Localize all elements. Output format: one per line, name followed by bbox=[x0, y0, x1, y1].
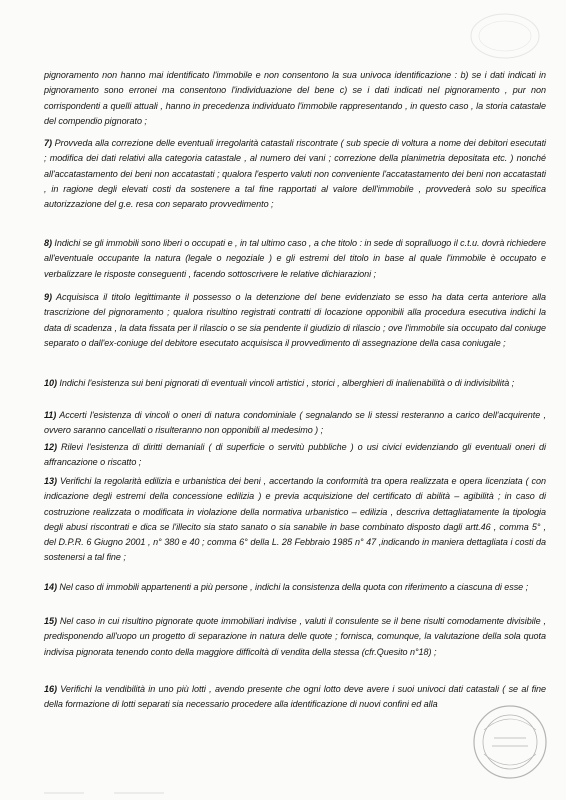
paragraph-text: Provveda alla correzione delle eventuali irregolarità catastali riscontrate ( sub specie di voltura a nome dei debitori esecutati ; modifica dei dati relativi alla categoria catastale , al numero dei vani ; correzione della planimetria depositata etc. ) nonché all'accatastamento dei beni non accatastati ; qualora l'esperto valuti non conveniente l'accatastamento dei beni non accatastati , in ragione degli elevati costi da sostenere a tal fine rapportati al valore dell'immobile , provvederà solo su specifica autorizzazione del g.e. resa con separato provvedimento ; bbox=[44, 138, 546, 210]
paragraph-text: Verifichi la regolarità edilizia e urbanistica dei beni , accertando la conformità tra opera realizzata e opera licenziata ( con indicazione degli estremi della concessione edilizia ) e previa acquisizione del certificato di abilità – agibilità ; in caso di costruzione realizzata o modificata in violazione della normativa urbanistico – edilizia , descriva dettagliatamente la tipologia degli abusi riscontrati e dica se l'illecito sia stato sanato o sia sanabile in base combinato disposto dagli artt.46 , comma 5° , del D.P.R. 6 Giugno 2001 , n° 380 e 40 ; comma 6° della L. 28 Febbraio 1985 n° 47 ,indicando in maniera dettagliata i costi da sostenersi a tal fine ; bbox=[44, 476, 546, 563]
paragraph-number: 7) bbox=[44, 138, 52, 148]
paragraph-8 bbox=[44, 236, 546, 282]
paragraph-number: 10) bbox=[44, 378, 57, 388]
paragraph-10 bbox=[44, 376, 546, 391]
paragraph-text: Indichi se gli immobili sono liberi o occupati e , in tal ultimo caso , a che titolo : in sede di sopralluogo il c.t.u. dovrà richiedere all'eventuale occupante la natura (legale o negoziale ) e gli estremi del titolo in base al quale l'immobile è occupato e verbalizzare le risposte conseguenti , facendo sottoscrivere le relative dichiarazioni ; bbox=[44, 238, 546, 279]
paragraph-text: Nel caso di immobili appartenenti a più persone , indichi la consistenza della quota con riferimento a ciascuna di esse ; bbox=[59, 582, 529, 592]
paragraph-15 bbox=[44, 614, 546, 660]
footer-scan-artifact bbox=[44, 790, 244, 796]
paragraph-number: 15) bbox=[44, 616, 57, 626]
official-seal-stamp bbox=[470, 702, 550, 782]
paragraph-number: 14) bbox=[44, 582, 57, 592]
paragraph-14 bbox=[44, 580, 546, 595]
paragraph-number: 8) bbox=[44, 238, 52, 248]
paragraph-number: 16) bbox=[44, 684, 57, 694]
paragraph-11 bbox=[44, 408, 546, 439]
paragraph-16 bbox=[44, 682, 546, 713]
paragraph-text: Nel caso in cui risultino pignorate quote immobiliari indivise , valuti il consulente se il bene risulti comodamente divisibile , predisponendo all'uopo un progetto di separazione in natura delle quote ; fornisca, comunque, la valutazione della sola quota indivisa pignorata tenendo conto della maggiore difficoltà di vendita della stessa (cfr.Quesito n°18) ; bbox=[44, 616, 546, 657]
paragraph-text: Verifichi la vendibilità in uno più lotti , avendo presente che ogni lotto deve avere i suoi univoci dati catastali ( se al fine della formazione di lotti separati sia necessario procedere alla identificazione di nuovi confini ed alla bbox=[44, 684, 546, 710]
paragraph-text: Indichi l'esistenza sui beni pignorati di eventuali vincoli artistici , storici , alberghieri di inalienabilità o di indivisibilità ; bbox=[59, 378, 515, 388]
paragraph-7 bbox=[44, 136, 546, 212]
paragraph-13 bbox=[44, 474, 546, 566]
paragraph-number: 11) bbox=[44, 410, 57, 420]
paragraph-number: 13) bbox=[44, 476, 57, 486]
faint-stamp-mark bbox=[455, 8, 545, 68]
paragraph-text: Acquisisca il titolo legittimante il possesso o la detenzione del bene evidenziato se esso ha data certa anteriore alla trascrizione del pignoramento ; qualora risultino registrati contratti di locazione opponibili alla procedura esecutiva indichi la data di scadenza , la data fissata per il rilascio o se sia pendente il giudizio di rilascio ; ove l'immobile sia occupato dal coniuge separato o dall'ex-coniuge del debitore esecutato acquisisca il provvedimento di assegnazione della casa coniugale ; bbox=[44, 292, 546, 348]
paragraph-12 bbox=[44, 440, 546, 471]
paragraph-number: 9) bbox=[44, 292, 52, 302]
paragraph-text: Accerti l'esistenza di vincoli o oneri di natura condominiale ( segnalando se li stessi resteranno a carico dell'acquirente , ovvero saranno cancellati o risulteranno non opponibili al medesimo ) ; bbox=[44, 410, 546, 436]
paragraph-text: pignoramento non hanno mai identificato l'immobile e non consentono la sua univoca identificazione : b) se i dati indicati in pignoramento sono erronei ma consentono l'individuazione del bene c) se i dati indicati nel pignoramento , pur non corrispondenti a quelli attuali , hanno in precedenza individuato l'immobile rappresentando , in questo caso , la storia catastale del compendio pignorato ; bbox=[44, 70, 546, 126]
paragraph-number: 12) bbox=[44, 442, 57, 452]
paragraph-intro bbox=[44, 68, 546, 129]
paragraph-9 bbox=[44, 290, 546, 351]
paragraph-text: Rilevi l'esistenza di diritti demaniali ( di superficie o servitù pubbliche ) o usi civici evidenziando gli eventuali oneri di affrancazione o riscatto ; bbox=[44, 442, 546, 468]
